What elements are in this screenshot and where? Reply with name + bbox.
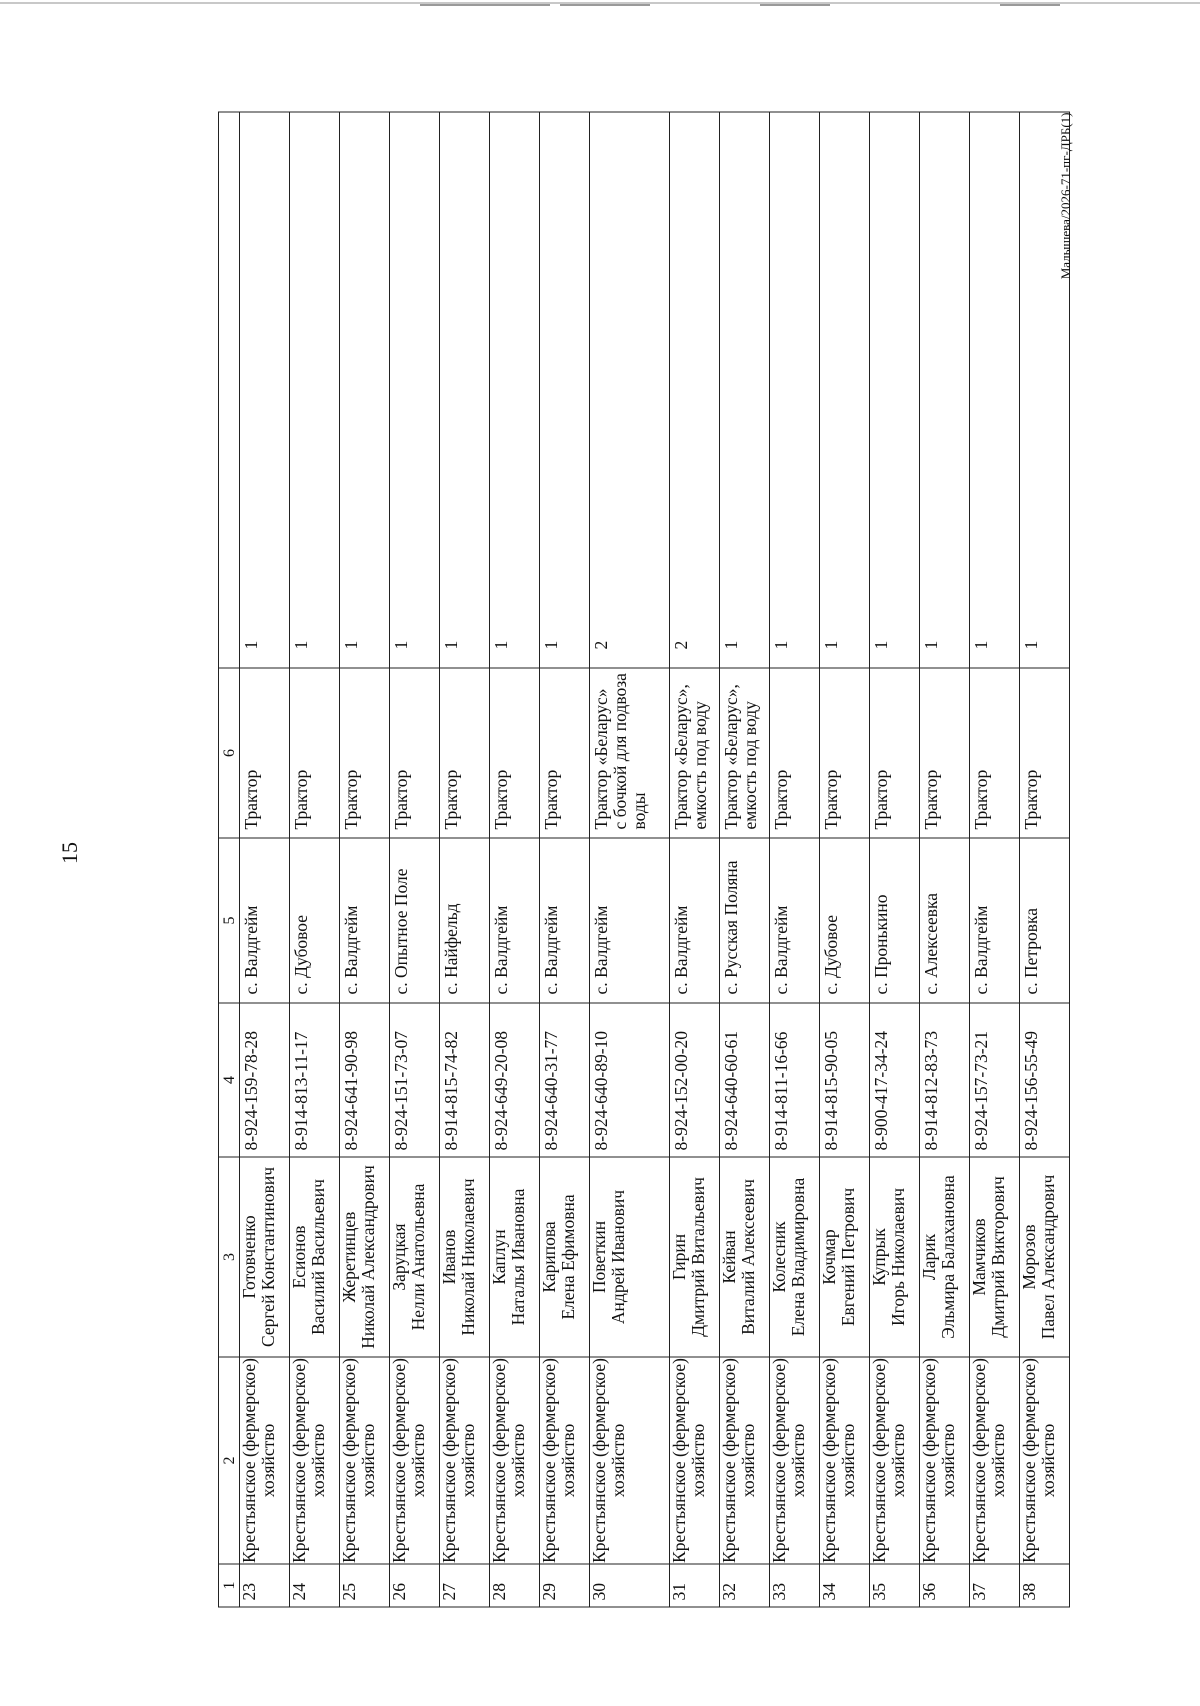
column-header	[219, 112, 240, 668]
scan-artifact-segment	[1000, 4, 1060, 6]
header-row	[219, 112, 240, 1607]
owner-name-line: Андрей Иванович	[608, 1189, 628, 1325]
row-number: 37	[970, 1564, 1020, 1607]
phone-number: 8-914-813-11-17	[290, 1003, 340, 1157]
farm-type-line: хозяйство	[558, 1423, 578, 1498]
quantity: 1	[440, 112, 490, 668]
equipment	[970, 668, 1020, 838]
farm-type-line: Крестьянское (фермерское)	[769, 1358, 789, 1563]
quantity: 1	[340, 112, 390, 668]
owner-name	[770, 1157, 820, 1357]
phone-number: 8-924-157-73-21	[970, 1003, 1020, 1157]
owner-name	[440, 1157, 490, 1357]
owner-name	[540, 1157, 590, 1357]
owner-name	[240, 1157, 290, 1357]
farm-type-line: Крестьянское (фермерское)	[439, 1358, 459, 1563]
farm-type-line: хозяйство	[938, 1423, 958, 1498]
table-row	[490, 112, 540, 1607]
equipment-line: Трактор	[291, 769, 311, 830]
owner-name	[490, 1157, 540, 1357]
farm-type-line: хозяйство	[258, 1423, 278, 1498]
farm-type	[340, 1357, 390, 1564]
equipment	[590, 668, 670, 838]
equipment	[490, 668, 540, 838]
farm-type-line: хозяйство	[1038, 1423, 1058, 1498]
farm-type-line: хозяйство	[308, 1423, 328, 1498]
owner-name-line: Иванов	[439, 1229, 459, 1285]
column-header: 3	[219, 1157, 240, 1357]
rotated-document	[218, 112, 1073, 1608]
owner-name-line: Есионов	[289, 1225, 309, 1289]
row-number: 38	[1020, 1564, 1070, 1607]
owner-name	[870, 1157, 920, 1357]
table-row	[720, 112, 770, 1607]
farm-type	[490, 1357, 540, 1564]
owner-name-line: Наталья Ивановна	[508, 1188, 528, 1326]
owner-name-line: Виталий Алексеевич	[738, 1179, 758, 1335]
settlement: с. Найфельд	[440, 838, 490, 1003]
phone-number: 8-924-640-89-10	[590, 1003, 670, 1157]
settlement: с. Алексеевка	[920, 838, 970, 1003]
equipment-line: Трактор «Беларус»	[591, 688, 611, 830]
equipment-line: Трактор	[491, 769, 511, 830]
phone-number: 8-924-151-73-07	[390, 1003, 440, 1157]
settlement: с. Валдгейм	[340, 838, 390, 1003]
owner-name-line: Гирин	[669, 1233, 689, 1281]
row-number: 34	[820, 1564, 870, 1607]
owner-name-line: Сергей Константинович	[258, 1166, 278, 1348]
quantity: 2	[670, 112, 720, 668]
equipment	[440, 668, 490, 838]
quantity: 1	[490, 112, 540, 668]
farm-type	[290, 1357, 340, 1564]
table-row	[540, 112, 590, 1607]
farm-type-line: Крестьянское (фермерское)	[819, 1358, 839, 1563]
owner-name-line: Игорь Николаевич	[888, 1187, 908, 1327]
column-header: 6	[219, 668, 240, 838]
owner-name-line: Кейван	[719, 1230, 739, 1284]
owner-name	[1020, 1157, 1070, 1357]
equipment-line: Трактор «Беларус»,	[721, 684, 741, 830]
owner-name-line: Дмитрий Витальевич	[688, 1177, 708, 1337]
table-row	[590, 112, 670, 1607]
column-header: 4	[219, 1003, 240, 1157]
farm-type	[720, 1357, 770, 1564]
scan-artifact-segment	[760, 4, 830, 6]
farm-type-line: хозяйство	[608, 1423, 628, 1498]
farm-type-line: хозяйство	[988, 1423, 1008, 1498]
equipment-line: Трактор	[871, 769, 891, 830]
settlement: с. Валдгейм	[590, 838, 670, 1003]
farm-type	[770, 1357, 820, 1564]
quantity: 2	[590, 112, 670, 668]
farm-type	[390, 1357, 440, 1564]
equipment	[290, 668, 340, 838]
row-number: 27	[440, 1564, 490, 1607]
table-row	[440, 112, 490, 1607]
table-row	[870, 112, 920, 1607]
farm-type	[1020, 1357, 1070, 1564]
equipment	[770, 668, 820, 838]
owner-name-line: Кочмар	[819, 1229, 839, 1285]
quantity: 1	[920, 112, 970, 668]
settlement: с. Русская Поляна	[720, 838, 770, 1003]
settlement: с. Валдгейм	[970, 838, 1020, 1003]
equipment-line: Трактор	[391, 769, 411, 830]
equipment-line: Трактор	[241, 769, 261, 830]
owner-name	[590, 1157, 670, 1357]
owner-name-line: Готовченко	[239, 1215, 259, 1299]
farm-type-line: Крестьянское (фермерское)	[969, 1358, 989, 1563]
equipment-line: Трактор	[341, 769, 361, 830]
equipment-line: Трактор «Беларус»,	[671, 684, 691, 830]
farm-type-line: Крестьянское (фермерское)	[239, 1358, 259, 1563]
quantity: 1	[970, 112, 1020, 668]
phone-number: 8-924-156-55-49	[1020, 1003, 1070, 1157]
row-number: 24	[290, 1564, 340, 1607]
owner-name-line: Заруцкая	[389, 1223, 409, 1291]
owner-name-line: Николай Александрович	[358, 1165, 378, 1349]
table-row	[820, 112, 870, 1607]
quantity: 1	[820, 112, 870, 668]
owner-name	[820, 1157, 870, 1357]
farm-type	[240, 1357, 290, 1564]
farm-type-line: хозяйство	[458, 1423, 478, 1498]
row-number: 28	[490, 1564, 540, 1607]
quantity: 1	[1020, 112, 1070, 668]
owner-name-line: Колесник	[769, 1221, 789, 1293]
table-row	[390, 112, 440, 1607]
farm-type	[440, 1357, 490, 1564]
equipment	[720, 668, 770, 838]
owner-name	[340, 1157, 390, 1357]
owner-name-line: Морозов	[1019, 1224, 1039, 1290]
owner-name	[390, 1157, 440, 1357]
farm-type-line: Крестьянское (фермерское)	[669, 1358, 689, 1563]
farm-type-line: хозяйство	[688, 1423, 708, 1498]
scan-artifact-segment	[560, 4, 650, 6]
farm-type-line: Крестьянское (фермерское)	[289, 1358, 309, 1563]
phone-number: 8-914-815-90-05	[820, 1003, 870, 1157]
owner-name	[290, 1157, 340, 1357]
row-number: 26	[390, 1564, 440, 1607]
quantity: 1	[870, 112, 920, 668]
farm-type	[540, 1357, 590, 1564]
row-number: 32	[720, 1564, 770, 1607]
table-row	[240, 112, 290, 1607]
owner-name-line: Купрык	[869, 1228, 889, 1286]
quantity: 1	[390, 112, 440, 668]
phone-number: 8-924-649-20-08	[490, 1003, 540, 1157]
phone-number: 8-924-159-78-28	[240, 1003, 290, 1157]
farm-type	[870, 1357, 920, 1564]
row-number: 29	[540, 1564, 590, 1607]
owner-name-line: Павел Александрович	[1038, 1174, 1058, 1340]
table-row	[670, 112, 720, 1607]
owner-name-line: Ларик	[919, 1233, 939, 1281]
owner-name-line: Елена Владимировна	[788, 1177, 808, 1337]
row-number: 30	[590, 1564, 670, 1607]
farm-type-line: Крестьянское (фермерское)	[719, 1358, 739, 1563]
quantity: 1	[720, 112, 770, 668]
quantity: 1	[540, 112, 590, 668]
equipment	[540, 668, 590, 838]
table-row	[1020, 112, 1070, 1607]
phone-number: 8-924-152-00-20	[670, 1003, 720, 1157]
farm-type-line: Крестьянское (фермерское)	[1019, 1358, 1039, 1563]
phone-number: 8-924-641-90-98	[340, 1003, 390, 1157]
farm-type-line: Крестьянское (фермерское)	[389, 1358, 409, 1563]
phone-number: 8-924-640-31-77	[540, 1003, 590, 1157]
farm-type-line: хозяйство	[888, 1423, 908, 1498]
table-row	[340, 112, 390, 1607]
quantity: 1	[770, 112, 820, 668]
equipment	[820, 668, 870, 838]
column-header: 1	[219, 1564, 240, 1607]
phone-number: 8-914-815-74-82	[440, 1003, 490, 1157]
settlement: с. Валдгейм	[540, 838, 590, 1003]
owner-name-line: Евгений Петрович	[838, 1187, 858, 1327]
farm-type-line: Крестьянское (фермерское)	[339, 1358, 359, 1563]
farm-type-line: хозяйство	[738, 1423, 758, 1498]
owner-name	[970, 1157, 1020, 1357]
equipment-line: емкость под воду	[740, 701, 760, 830]
farm-type	[970, 1357, 1020, 1564]
phone-number: 8-924-640-60-61	[720, 1003, 770, 1157]
owner-name-line: Николай Николаевич	[458, 1178, 478, 1336]
farm-type-line: хозяйство	[788, 1423, 808, 1498]
farm-type-line: хозяйство	[508, 1423, 528, 1498]
settlement: с. Дубовое	[290, 838, 340, 1003]
document-code: Малышева/2026-71-пг-ДРБ(1)	[1058, 112, 1073, 280]
row-number: 31	[670, 1564, 720, 1607]
owner-name	[670, 1157, 720, 1357]
farm-type-line: Крестьянское (фермерское)	[919, 1358, 939, 1563]
table-row	[920, 112, 970, 1607]
settlement: с. Валдгейм	[670, 838, 720, 1003]
farm-type-line: Крестьянское (фермерское)	[489, 1358, 509, 1563]
owner-name-line: Поветкин	[589, 1220, 609, 1294]
farm-type-line: хозяйство	[358, 1423, 378, 1498]
owner-name-line: Дмитрий Викторович	[988, 1176, 1008, 1338]
equipment	[340, 668, 390, 838]
equipment-line: Трактор	[541, 769, 561, 830]
owner-name	[720, 1157, 770, 1357]
settlement: с. Опытное Поле	[390, 838, 440, 1003]
scan-artifact-segment	[420, 4, 550, 6]
page-number: 15	[57, 842, 82, 864]
settlement: с. Петровка	[1020, 838, 1070, 1003]
settlement: с. Дубовое	[820, 838, 870, 1003]
equipment-line: Трактор	[921, 769, 941, 830]
owner-name-line: Эльмира Балахановна	[938, 1175, 958, 1339]
phone-number: 8-900-417-34-24	[870, 1003, 920, 1157]
farm-type-line: Крестьянское (фермерское)	[539, 1358, 559, 1563]
equipment	[1020, 668, 1070, 838]
equipment	[870, 668, 920, 838]
phone-number: 8-914-812-83-73	[920, 1003, 970, 1157]
table-row	[770, 112, 820, 1607]
equipment	[240, 668, 290, 838]
equipment-line: с бочкой для подвоза	[610, 673, 630, 830]
settlement: с. Валдгейм	[490, 838, 540, 1003]
equipment-line: Трактор	[971, 769, 991, 830]
equipment	[920, 668, 970, 838]
owner-name-line: Жеретинцев	[339, 1211, 359, 1303]
owner-name-line: Елена Ефимовна	[558, 1194, 578, 1320]
equipment-line: Трактор	[821, 769, 841, 830]
farm-type-line: Крестьянское (фермерское)	[869, 1358, 889, 1563]
row-number: 33	[770, 1564, 820, 1607]
row-number: 25	[340, 1564, 390, 1607]
farm-type	[590, 1357, 670, 1564]
row-number: 36	[920, 1564, 970, 1607]
settlement: с. Валдгейм	[770, 838, 820, 1003]
farm-type	[670, 1357, 720, 1564]
farm-type	[820, 1357, 870, 1564]
settlement: с. Валдгейм	[240, 838, 290, 1003]
farm-type	[920, 1357, 970, 1564]
owner-name-line: Нелли Анатольевна	[408, 1183, 428, 1331]
owner-name-line: Мамчиков	[969, 1218, 989, 1296]
table-row	[970, 112, 1020, 1607]
column-header: 2	[219, 1357, 240, 1564]
owner-name-line: Каплун	[489, 1229, 509, 1285]
equipment-line: Трактор	[441, 769, 461, 830]
table-row	[290, 112, 340, 1607]
owner-name	[920, 1157, 970, 1357]
farm-type-line: хозяйство	[408, 1423, 428, 1498]
equipment-line: емкость под воду	[690, 701, 710, 830]
equipment	[670, 668, 720, 838]
equipment	[390, 668, 440, 838]
farm-type-line: хозяйство	[838, 1423, 858, 1498]
quantity: 1	[290, 112, 340, 668]
quantity: 1	[240, 112, 290, 668]
farm-type-line: Крестьянское (фермерское)	[589, 1358, 609, 1563]
settlement: с. Пронькино	[870, 838, 920, 1003]
row-number: 23	[240, 1564, 290, 1607]
equipment-table	[218, 112, 1070, 1608]
owner-name-line: Василий Васильевич	[308, 1179, 328, 1335]
column-header: 5	[219, 838, 240, 1003]
equipment-line: Трактор	[1021, 769, 1041, 830]
equipment-line: воды	[629, 792, 649, 830]
equipment-line: Трактор	[771, 769, 791, 830]
phone-number: 8-914-811-16-66	[770, 1003, 820, 1157]
row-number: 35	[870, 1564, 920, 1607]
owner-name-line: Карипова	[539, 1221, 559, 1293]
